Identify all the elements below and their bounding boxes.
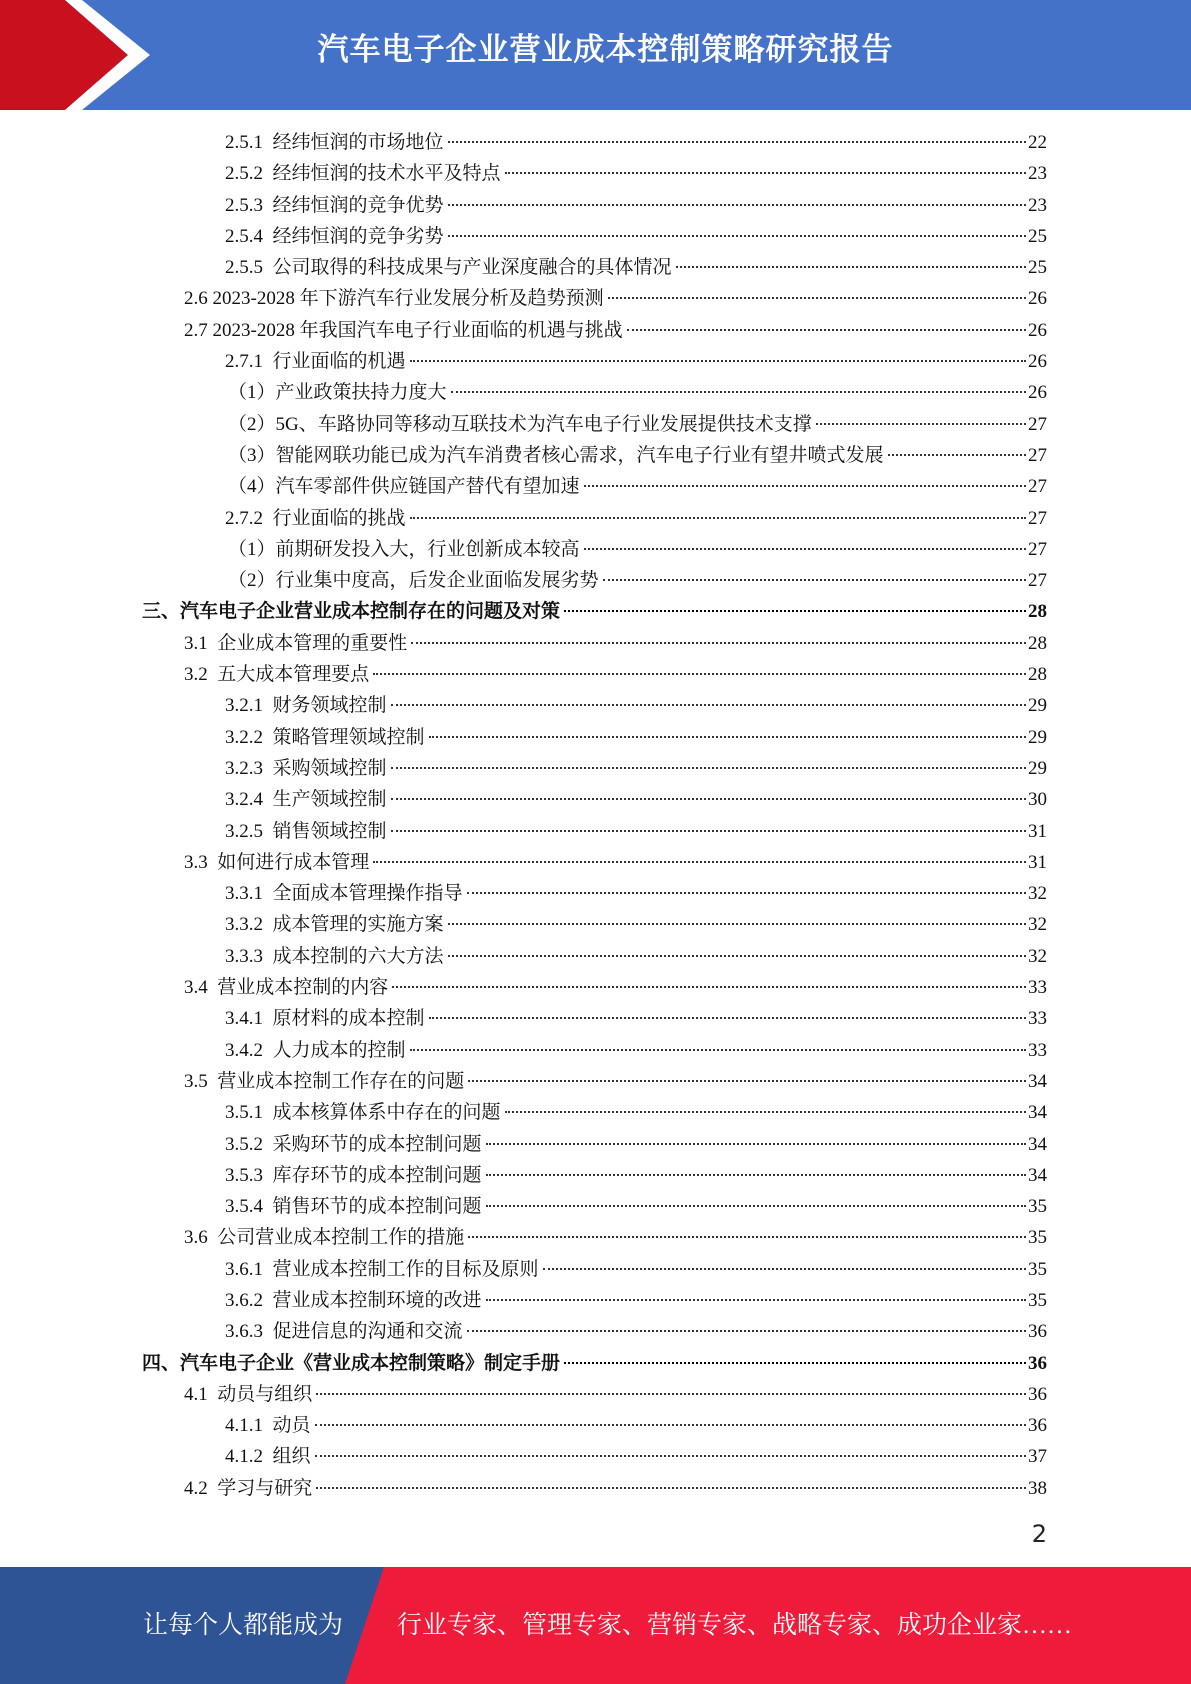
page-header bbox=[0, 0, 1191, 110]
toc-dot-leader bbox=[468, 1236, 1026, 1238]
toc-entry-title: 成本核算体系中存在的问题 bbox=[272, 1102, 501, 1124]
toc-entry-page: 28 bbox=[1028, 632, 1047, 654]
toc-entry-title: 行业面临的机遇 bbox=[272, 351, 406, 373]
toc-entry-page: 25 bbox=[1028, 225, 1047, 247]
toc-entry-page: 29 bbox=[1028, 695, 1047, 717]
toc-entry-page: 37 bbox=[1028, 1446, 1047, 1468]
toc-dot-leader bbox=[468, 1080, 1026, 1082]
toc-dot-leader bbox=[429, 736, 1026, 738]
toc-dot-leader bbox=[486, 1299, 1026, 1301]
toc-entry-number: （2） bbox=[228, 570, 276, 592]
toc-entry[interactable] bbox=[0, 1129, 1191, 1160]
toc-entry-title: 原材料的成本控制 bbox=[272, 1008, 425, 1030]
toc-entry-page: 26 bbox=[1028, 351, 1047, 373]
toc-entry-number: （4） bbox=[228, 476, 276, 498]
toc-entry-title: 2023-2028 年下游汽车行业发展分析及趋势预测 bbox=[212, 288, 604, 310]
toc-entry-page: 23 bbox=[1028, 163, 1047, 185]
toc-dot-leader bbox=[448, 955, 1026, 957]
toc-entry-page: 36 bbox=[1028, 1415, 1047, 1437]
toc-entry-page: 32 bbox=[1028, 883, 1047, 905]
toc-entry-title: 经纬恒润的技术水平及特点 bbox=[272, 163, 501, 185]
toc-entry-title: 智能网联功能已成为汽车消费者核心需求，汽车电子行业有望井喷式发展 bbox=[275, 444, 884, 466]
toc-entry-title: 生产领域控制 bbox=[272, 789, 387, 811]
toc-dot-leader bbox=[564, 610, 1026, 612]
toc-entry-page: 38 bbox=[1028, 1477, 1047, 1499]
toc-entry[interactable] bbox=[0, 190, 1191, 221]
toc-dot-leader bbox=[448, 141, 1026, 143]
toc-entry-page: 28 bbox=[1028, 664, 1047, 686]
toc-dot-leader bbox=[543, 1268, 1026, 1270]
toc-entry-title: 经纬恒润的市场地位 bbox=[272, 132, 444, 153]
toc-entry-title: 采购环节的成本控制问题 bbox=[272, 1133, 482, 1155]
toc-entry-title: 经纬恒润的竞争劣势 bbox=[272, 225, 444, 247]
toc-entry[interactable] bbox=[0, 628, 1191, 659]
toc-dot-leader bbox=[888, 454, 1026, 456]
toc-entry-number: 3.3.3 bbox=[225, 945, 273, 967]
toc-entry-title: 营业成本控制环境的改进 bbox=[272, 1289, 482, 1311]
toc-entry-number: （2） bbox=[228, 413, 276, 435]
toc-entry[interactable] bbox=[0, 1285, 1191, 1316]
toc-entry[interactable] bbox=[0, 158, 1191, 189]
toc-dot-leader bbox=[603, 579, 1026, 581]
toc-entry-title: 营业成本控制的内容 bbox=[217, 977, 389, 999]
toc-dot-leader bbox=[391, 798, 1026, 800]
toc-entry-page: 34 bbox=[1028, 1102, 1047, 1124]
toc-entry-number: 3.6.1 bbox=[225, 1258, 273, 1280]
toc-entry-page: 31 bbox=[1028, 851, 1047, 873]
toc-dot-leader bbox=[315, 1455, 1026, 1457]
toc-entry-title: 企业成本管理的重要性 bbox=[217, 632, 408, 654]
toc-entry-page: 27 bbox=[1028, 507, 1047, 529]
toc-entry[interactable] bbox=[0, 753, 1191, 784]
toc-entry-number: 3.2.1 bbox=[225, 695, 273, 717]
toc-entry[interactable] bbox=[0, 1035, 1191, 1066]
toc-dot-leader bbox=[373, 673, 1026, 675]
toc-entry-title: 公司营业成本控制工作的措施 bbox=[217, 1227, 465, 1249]
toc-dot-leader bbox=[429, 1017, 1026, 1019]
toc-entry[interactable] bbox=[0, 346, 1191, 377]
toc-dot-leader bbox=[410, 1049, 1026, 1051]
toc-entry-page: 32 bbox=[1028, 914, 1047, 936]
toc-entry-title: 如何进行成本管理 bbox=[217, 851, 370, 873]
toc-entry[interactable] bbox=[0, 534, 1191, 565]
toc-entry-number: 3.6 bbox=[184, 1227, 218, 1249]
toc-dot-leader bbox=[315, 1424, 1026, 1426]
toc-entry-number: 3.2 bbox=[184, 664, 218, 686]
toc-entry-title: 五大成本管理要点 bbox=[217, 664, 370, 686]
toc-entry-title: 行业面临的挑战 bbox=[272, 507, 406, 529]
toc-entry-number: 3.2.3 bbox=[225, 757, 273, 779]
toc-dot-leader bbox=[448, 235, 1026, 237]
toc-entry-page: 36 bbox=[1028, 1321, 1047, 1343]
toc-entry-page: 29 bbox=[1028, 726, 1047, 748]
toc-entry-page: 34 bbox=[1028, 1164, 1047, 1186]
toc-entry[interactable] bbox=[0, 941, 1191, 972]
toc-entry-page: 27 bbox=[1028, 444, 1047, 466]
toc-entry[interactable] bbox=[0, 847, 1191, 878]
toc-entry-page: 25 bbox=[1028, 257, 1047, 279]
toc-entry-number: 3.2.2 bbox=[225, 726, 273, 748]
table-of-contents bbox=[0, 127, 1191, 1504]
toc-dot-leader bbox=[392, 986, 1026, 988]
toc-entry[interactable] bbox=[0, 252, 1191, 283]
toc-dot-leader bbox=[316, 1393, 1026, 1395]
toc-entry-number: 2.5.3 bbox=[225, 194, 273, 216]
toc-entry-number: 3.5.4 bbox=[225, 1196, 273, 1218]
toc-entry[interactable] bbox=[0, 878, 1191, 909]
toc-dot-leader bbox=[486, 1205, 1026, 1207]
toc-entry[interactable] bbox=[0, 909, 1191, 940]
toc-entry[interactable] bbox=[0, 596, 1191, 627]
toc-dot-leader bbox=[410, 360, 1026, 362]
toc-entry-title: 采购领域控制 bbox=[272, 757, 387, 779]
toc-entry[interactable] bbox=[0, 1473, 1191, 1504]
toc-dot-leader bbox=[411, 642, 1026, 644]
toc-entry-number: （3） bbox=[228, 444, 276, 466]
toc-dot-leader bbox=[584, 548, 1026, 550]
toc-entry-number: 4.1 bbox=[184, 1383, 218, 1405]
toc-entry-title: 营业成本控制工作存在的问题 bbox=[217, 1070, 465, 1092]
toc-entry-title: 库存环节的成本控制问题 bbox=[272, 1164, 482, 1186]
toc-entry-title: 汽车电子企业《营业成本控制策略》制定手册 bbox=[180, 1352, 561, 1374]
toc-entry-page: 32 bbox=[1028, 945, 1047, 967]
toc-dot-leader bbox=[584, 485, 1026, 487]
toc-entry-number: 2.7 bbox=[184, 319, 213, 341]
toc-entry-page: 33 bbox=[1028, 1039, 1047, 1061]
toc-entry[interactable] bbox=[0, 127, 1191, 158]
toc-entry[interactable] bbox=[0, 816, 1191, 847]
toc-entry-title: 经纬恒润的竞争优势 bbox=[272, 194, 444, 216]
toc-entry[interactable] bbox=[0, 1097, 1191, 1128]
toc-dot-leader bbox=[448, 204, 1026, 206]
toc-entry[interactable] bbox=[0, 1379, 1191, 1410]
toc-entry-number: （1） bbox=[228, 538, 276, 560]
toc-entry-title: 2023-2028 年我国汽车电子行业面临的机遇与挑战 bbox=[212, 319, 623, 341]
toc-dot-leader bbox=[505, 1111, 1026, 1113]
toc-entry-number: 3.3.1 bbox=[225, 883, 273, 905]
toc-entry-page: 35 bbox=[1028, 1289, 1047, 1311]
toc-entry[interactable] bbox=[0, 1348, 1191, 1379]
toc-entry-page: 27 bbox=[1028, 570, 1047, 592]
toc-entry-number: 3.6.3 bbox=[225, 1321, 273, 1343]
toc-entry-number: 2.5.1 bbox=[225, 132, 273, 153]
toc-entry[interactable] bbox=[0, 471, 1191, 502]
toc-entry[interactable] bbox=[0, 440, 1191, 471]
toc-entry-number: 3.2.4 bbox=[225, 789, 273, 811]
toc-entry-title: 行业集中度高，后发企业面临发展劣势 bbox=[275, 570, 599, 592]
toc-entry-title: 人力成本的控制 bbox=[272, 1039, 406, 1061]
toc-entry-title: 前期研发投入大，行业创新成本较高 bbox=[275, 538, 580, 560]
document-title: 汽车电子企业营业成本控制策略研究报告 bbox=[317, 32, 894, 68]
toc-entry[interactable] bbox=[0, 972, 1191, 1003]
toc-dot-leader bbox=[627, 329, 1026, 331]
toc-entry-title: 汽车电子企业营业成本控制存在的问题及对策 bbox=[180, 601, 561, 623]
toc-dot-leader bbox=[448, 923, 1026, 925]
toc-dot-leader bbox=[391, 767, 1026, 769]
toc-entry[interactable] bbox=[0, 1160, 1191, 1191]
toc-entry-page: 27 bbox=[1028, 476, 1047, 498]
toc-entry-page: 26 bbox=[1028, 288, 1047, 310]
toc-entry-page: 22 bbox=[1028, 132, 1047, 153]
toc-entry-page: 35 bbox=[1028, 1196, 1047, 1218]
toc-entry[interactable] bbox=[0, 1191, 1191, 1222]
toc-entry[interactable] bbox=[0, 1222, 1191, 1253]
footer-slogan-left: 让每个人都能成为 bbox=[143, 1612, 344, 1639]
toc-entry[interactable] bbox=[0, 1441, 1191, 1472]
toc-entry-number: 3.6.2 bbox=[225, 1289, 273, 1311]
toc-entry-page: 31 bbox=[1028, 820, 1047, 842]
toc-entry-number: 2.5.4 bbox=[225, 225, 273, 247]
toc-entry-number: 3.2.5 bbox=[225, 820, 273, 842]
page-number: 2 bbox=[1031, 1520, 1047, 1548]
toc-entry[interactable] bbox=[0, 1003, 1191, 1034]
toc-dot-leader bbox=[564, 1362, 1026, 1364]
toc-entry-page: 34 bbox=[1028, 1133, 1047, 1155]
toc-dot-leader bbox=[816, 423, 1026, 425]
toc-entry-page: 26 bbox=[1028, 319, 1047, 341]
toc-dot-leader bbox=[486, 1174, 1026, 1176]
toc-entry-page: 27 bbox=[1028, 413, 1047, 435]
toc-entry-number: 四、 bbox=[142, 1352, 181, 1374]
toc-dot-leader bbox=[410, 517, 1026, 519]
toc-entry-title: 成本管理的实施方案 bbox=[272, 914, 444, 936]
page-footer bbox=[0, 1567, 1191, 1684]
toc-dot-leader bbox=[373, 861, 1026, 863]
toc-entry-number: 4.1.1 bbox=[225, 1415, 273, 1437]
toc-entry-number: 3.1 bbox=[184, 632, 218, 654]
toc-entry-number: 3.5 bbox=[184, 1070, 218, 1092]
toc-entry[interactable] bbox=[0, 659, 1191, 690]
toc-entry-page: 33 bbox=[1028, 977, 1047, 999]
toc-entry-title: 组织 bbox=[272, 1446, 311, 1468]
toc-entry[interactable] bbox=[0, 1066, 1191, 1097]
toc-entry-number: 3.4.2 bbox=[225, 1039, 273, 1061]
toc-dot-leader bbox=[467, 1330, 1026, 1332]
toc-entry-title: 动员 bbox=[272, 1415, 311, 1437]
toc-entry-page: 23 bbox=[1028, 194, 1047, 216]
toc-dot-leader bbox=[486, 1143, 1026, 1145]
toc-entry-number: 4.1.2 bbox=[225, 1446, 273, 1468]
toc-dot-leader bbox=[391, 830, 1026, 832]
toc-entry-page: 26 bbox=[1028, 382, 1047, 404]
toc-entry[interactable] bbox=[0, 690, 1191, 721]
toc-entry-title: 公司取得的科技成果与产业深度融合的具体情况 bbox=[272, 257, 672, 279]
toc-entry-number: 2.7.1 bbox=[225, 351, 273, 373]
toc-entry-page: 36 bbox=[1028, 1352, 1047, 1374]
toc-entry-number: 2.7.2 bbox=[225, 507, 273, 529]
toc-entry-title: 策略管理领域控制 bbox=[272, 726, 425, 748]
toc-entry-page: 28 bbox=[1028, 601, 1047, 623]
toc-entry-number: 3.4 bbox=[184, 977, 218, 999]
toc-dot-leader bbox=[505, 172, 1026, 174]
toc-dot-leader bbox=[316, 1487, 1026, 1489]
toc-entry-title: 学习与研究 bbox=[217, 1477, 313, 1499]
footer-slogan-right: 行业专家、管理专家、营销专家、战略专家、成功企业家…… bbox=[397, 1612, 1073, 1639]
toc-entry-title: 产业政策扶持力度大 bbox=[275, 382, 447, 404]
toc-entry[interactable] bbox=[0, 1254, 1191, 1285]
toc-entry[interactable] bbox=[0, 283, 1191, 314]
toc-entry[interactable] bbox=[0, 1410, 1191, 1441]
toc-dot-leader bbox=[676, 266, 1026, 268]
toc-entry-number: 3.5.2 bbox=[225, 1133, 273, 1155]
toc-entry-number: 3.5.3 bbox=[225, 1164, 273, 1186]
toc-entry[interactable] bbox=[0, 315, 1191, 346]
toc-entry-title: 营业成本控制工作的目标及原则 bbox=[272, 1258, 539, 1280]
toc-entry-number: （1） bbox=[228, 382, 276, 404]
toc-entry-page: 30 bbox=[1028, 789, 1047, 811]
toc-entry-title: 汽车零部件供应链国产替代有望加速 bbox=[275, 476, 580, 498]
toc-dot-leader bbox=[451, 391, 1026, 393]
toc-entry[interactable] bbox=[0, 409, 1191, 440]
toc-entry-number: 2.5.2 bbox=[225, 163, 273, 185]
toc-dot-leader bbox=[467, 892, 1026, 894]
toc-entry[interactable] bbox=[0, 784, 1191, 815]
toc-entry-title: 财务领域控制 bbox=[272, 695, 387, 717]
toc-entry-title: 成本控制的六大方法 bbox=[272, 945, 444, 967]
toc-entry[interactable] bbox=[0, 221, 1191, 252]
toc-entry-number: 三、 bbox=[142, 601, 181, 623]
toc-entry-number: 3.3 bbox=[184, 851, 218, 873]
toc-entry-number: 2.6 bbox=[184, 288, 213, 310]
toc-entry[interactable] bbox=[0, 377, 1191, 408]
toc-entry-page: 36 bbox=[1028, 1383, 1047, 1405]
toc-entry-number: 4.2 bbox=[184, 1477, 218, 1499]
toc-entry-page: 29 bbox=[1028, 757, 1047, 779]
toc-entry-page: 34 bbox=[1028, 1070, 1047, 1092]
toc-entry-page: 33 bbox=[1028, 1008, 1047, 1030]
toc-entry-title: 5G、车路协同等移动互联技术为汽车电子行业发展提供技术支撑 bbox=[275, 413, 812, 435]
toc-entry[interactable] bbox=[0, 722, 1191, 753]
toc-dot-leader bbox=[608, 297, 1026, 299]
toc-entry-number: 3.4.1 bbox=[225, 1008, 273, 1030]
toc-entry-title: 动员与组织 bbox=[217, 1383, 313, 1405]
toc-entry-page: 35 bbox=[1028, 1227, 1047, 1249]
toc-entry-number: 2.5.5 bbox=[225, 257, 273, 279]
toc-entry-title: 销售领域控制 bbox=[272, 820, 387, 842]
toc-dot-leader bbox=[391, 704, 1026, 706]
toc-entry-title: 全面成本管理操作指导 bbox=[272, 883, 463, 905]
toc-entry[interactable] bbox=[0, 503, 1191, 534]
toc-entry-title: 促进信息的沟通和交流 bbox=[272, 1321, 463, 1343]
toc-entry-number: 3.5.1 bbox=[225, 1102, 273, 1124]
toc-entry[interactable] bbox=[0, 1316, 1191, 1347]
toc-entry[interactable] bbox=[0, 565, 1191, 596]
toc-entry-title: 销售环节的成本控制问题 bbox=[272, 1196, 482, 1218]
toc-entry-page: 35 bbox=[1028, 1258, 1047, 1280]
toc-entry-page: 27 bbox=[1028, 538, 1047, 560]
toc-entry-number: 3.3.2 bbox=[225, 914, 273, 936]
